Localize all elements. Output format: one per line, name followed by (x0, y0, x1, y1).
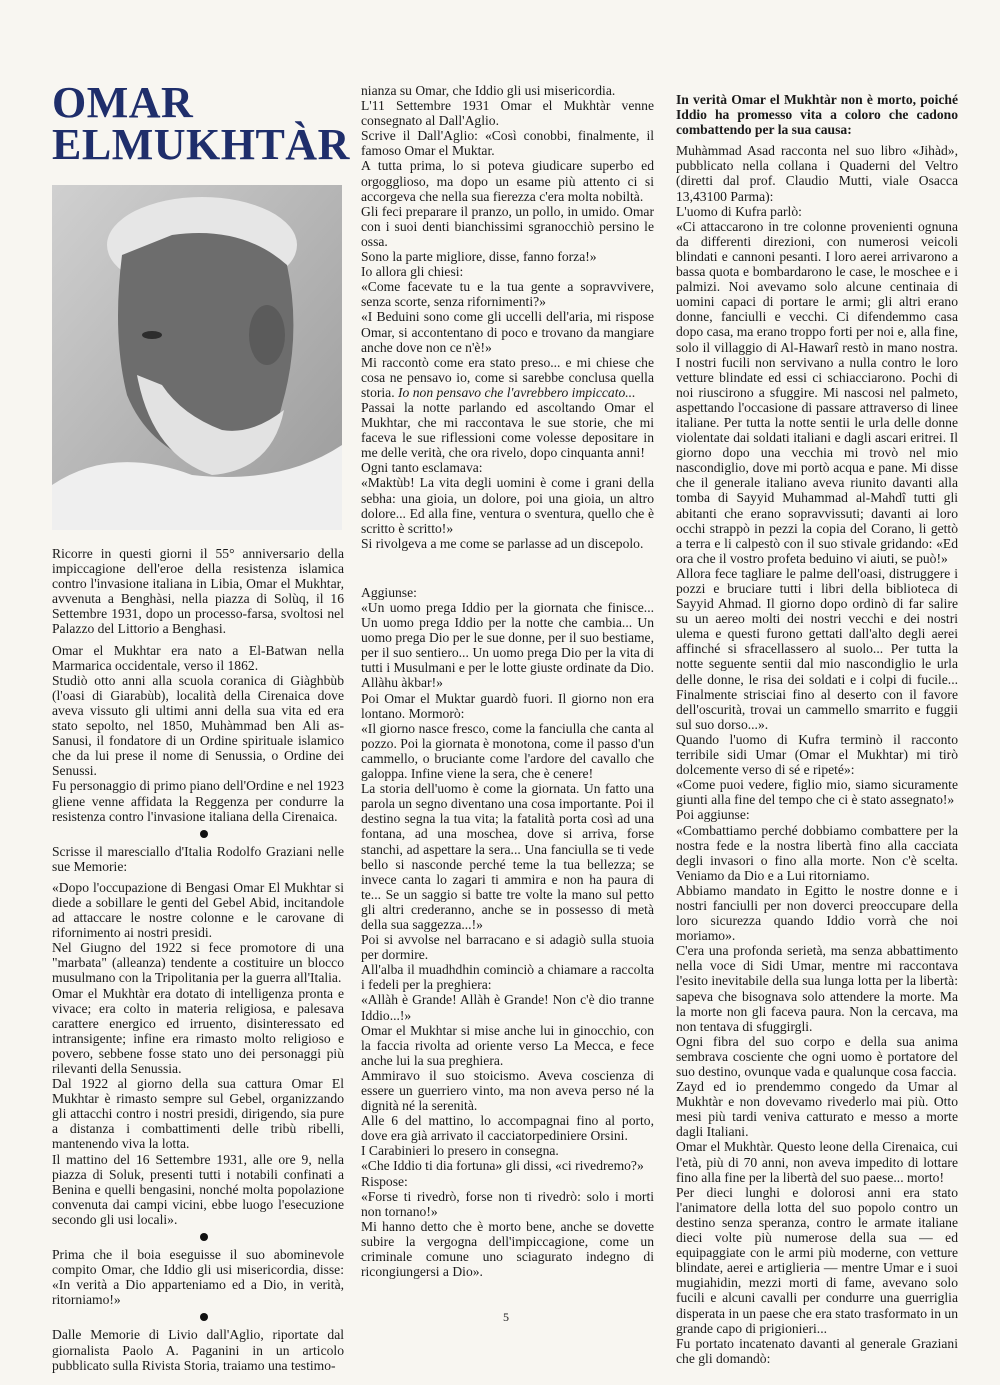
paragraph: Fu personaggio di primo piano dell'Ordine e nel 1923 gliene venne affidata la Reggenza per condurre la resistenza contro l'invasione italiana della Cirenaica. (52, 778, 344, 824)
paragraph: «Ci attaccarono in tre colonne provenienti ognuna da differenti direzioni, con numerosi veicoli blindati e cannoni pesanti. I loro aerei arrivarono a bassa quota e bombardarono le case, le moschee e i palmizi. Noi avevamo solo alcune centinaia di uomini capaci di portare le armi; gli altri erano donne, fanciulli e vecchi. Ci difendemmo casa dopo casa, ma erano troppo forti per noi e, alla fine, solo il villaggio di Al-Hawarî restò in mano nostra. I nostri fucili non servivano a nulla contro le loro vetture blindate ed essi ci schiacciarono. Pochi di noi riuscirono a sfuggire. Mi nascosi nel palmeto, aspettando l'occasione di passare attraverso di linee italiane. Per tutta la notte sentii le urla delle donne violentate dai soldati italiani e dagli ascari eritrei. Il giorno dopo una vecchia mi trovò nel mio nascondiglio, dove mi portò acqua e pane. Mi disse che il generale italiano aveva riunito davanti alla tomba di Sayyid Muhammad al-Mahdî tutti gli abitanti che erano sopravvissuti; davanti ai loro occhi strappò in pezzi la copia del Corano, li gettò a terra e li calpestò con il suo stivale gridando: «Ed ora che il vostro profeta beduino vi aiuti, se può!» (676, 218, 958, 566)
paragraph: Alle 6 del mattino, lo accompagnai fino al porto, dove era già arrivato il cacciatorpediniere Orsini. (361, 1113, 654, 1144)
paragraph: Studiò otto anni alla scuola coranica di Giàghbùb (l'oasi di Giarabùb), località della Cirenaica dove aveva vissuto gli ultimi anni della sua vita ed era stato sepolto, nel 1850, Muhàmmad ben Ali as-Sanusi, il fondatore di un Ordine spirituale islamico che da lui prese il nome di Senussia, o Ordine dei Senussi. (52, 672, 344, 779)
paragraph: C'era una profonda serietà, ma senza abbattimento nella voce di Sidi Umar, mentre mi raccontava l'esito inevitabile della sua lunga lotta per la libertà: sapeva che bisognava solo attendere la morte. Ma la morte non gli faceva paura. Non la cercava, ma non tentava di sfuggirgli. (676, 943, 958, 1034)
article-title (52, 78, 352, 169)
title-line-2: ELMUKHTÀR (52, 120, 350, 169)
italic-text: Io non pensavo che l'avrebbero impiccato... (398, 384, 636, 400)
title-line-1: OMAR (52, 78, 194, 127)
paragraph: «Combattiamo perché dobbiamo combattere per la nostra fede e la nostra libertà fino alla cacciata degli invasori o fino alla morte. Non c'è scelta. Veniamo da Dio e a Lui ritorniamo. (676, 822, 958, 883)
paragraph: Poi Omar el Muktar guardò fuori. Il giorno non era lontano. Mormorò: (361, 690, 654, 721)
paragraph: «Il giorno nasce fresco, come la fanciulla che canta al pozzo. Poi la giornata è monotona, come il passo d'un cammello, o bruciante come l'ardore del cavallo che galoppa. Infine viene la sera, che è cenere! (361, 720, 654, 782)
paragraph: «Che Iddio ti dia fortuna» gli dissi, «ci rivedremo?» (361, 1158, 644, 1174)
paragraph: Poi si avvolse nel barracano e si adagiò sulla stuoia per dormire. (361, 932, 654, 963)
portrait-photo (52, 185, 342, 530)
paragraph: Mi hanno detto che è morto bene, anche se dovette subire la vergogna dell'impiccagione, come un criminale comune uno sciagurato indegno di ricongiungersi a Dio». (361, 1218, 654, 1280)
paragraph: Si rivolgeva a me come se parlasse ad un discepolo. (361, 535, 644, 551)
paragraph: Per dieci lunghi e dolorosi anni era stato l'animatore della lotta del suo popolo contro un destino senza speranza, contro le armate italiane dieci volte più numerose della sua — ed equipaggiate con le armi più moderne, con vetture blindate, aerei e artiglieria — mentre Umar e i suoi mugiahidin, mezzi morti di fame, avevano solo fucili e alcuni cavalli per condurre una guerriglia disperata in un paese che era stato trasformato in un grande capo di prigionieri... (676, 1184, 958, 1336)
paragraph: Fu portato incatenato davanti al generale Graziani che gli domandò: (676, 1335, 958, 1366)
paragraph: All'alba il muadhdhin cominciò a chiamare a raccolta i fedeli per la preghiera: (361, 962, 654, 993)
paragraph-text: Mi raccontò come era stato preso... e mi chiese che cosa ne pensavo io, come si sarebbe conclusa quella storia. (361, 354, 654, 400)
paragraph: Muhàmmad Asad racconta nel suo libro «Jihàd», pubblicato nella collana i Quaderni del Veltro (diretti dal prof. Claudio Mutti, viale Osacca 13,43100 Parma): (676, 143, 958, 204)
paragraph: Sono la parte migliore, disse, fanno forza!» (361, 249, 597, 265)
paragraph: nianza su Omar, che Iddio gli usi misericordia. (361, 83, 616, 98)
paragraph: Omar el Mukhtar era nato a El-Batwan nella Marmarica occidentale, verso il 1862. (52, 642, 344, 673)
lead-paragraph: In verità Omar el Mukhtàr non è morto, poiché Iddio ha promesso vita a coloro che cadono combattendo per la sua causa: (676, 92, 958, 138)
paragraph: Passai la notte parlando ed ascoltando Omar el Mukhtar, che mi raccontava le sue storie, che mi faceva le sue riflessioni come volesse depositare in me delle verità, che ora rivelo, dopo cinquanta anni! (361, 399, 654, 461)
paragraph: «Allàh è Grande! Allàh è Grande! Non c'è dio tranne Iddio...!» (361, 992, 654, 1023)
column-right (676, 92, 958, 1366)
spacer (361, 557, 654, 585)
paragraph: Ogni tanto esclamava: (361, 460, 483, 476)
paragraph: Nel Giugno del 1922 si fece promotore di una "marbata" (alleanza) tendente a costituire un blocco musulmano con la Tripolitania per la guerra all'Italia. (52, 940, 344, 986)
paragraph: Dal 1922 al giorno della sua cattura Omar El Mukhtar è rimasto sempre sul Gebel, organizzando gli attacchi contro i nostri presidi, dirigendo, sia pure a distanza i combattimenti delle tribù ribelli, mantenendo viva la lotta. (52, 1076, 344, 1152)
paragraph: Ammiravo il suo stoicismo. Aveva coscienza di essere un guerriero vinto, ma non aveva perso né la dignità né la serenità. (361, 1067, 654, 1114)
paragraph: «Come puoi vedere, figlio mio, siamo sicuramente giunti alla fine del tempo che ci è stato assegnato!» (676, 777, 958, 808)
paragraph: I Carabinieri lo presero in consegna. (361, 1143, 559, 1159)
paragraph: Omar el Mukhtàr era dotato di intelligenza pronta e vivace; era colto in materia religiosa, e palesava carattere energico ed irruento, disinteressato ed intransigente; infine era rimasto molto religioso e povero, sebbene fosse stato uno dei personaggi più rilevanti della Senussia. (52, 985, 344, 1076)
paragraph: L'uomo di Kufra parlò: (676, 203, 802, 219)
paragraph: Ricorre in questi giorni il 55° anniversario della impiccagione dell'eroe della resistenza islamica contro l'invasione italiana in Libia, Omar el Mukhtar, avvenuta a Benghàsi, nella piazza di Solùq, il 16 Settembre 1931, dopo un processo-farsa, svoltosi nel Palazzo del Littorio a Benghasi. (52, 546, 344, 637)
column-left (52, 546, 344, 1379)
paragraph: «Maktùb! La vita degli uomini è come i grani della sebha: una gioia, un dolore, poi una gioia, un altro dolore... Ed alla fine, ventura o sventura, quello che è scritto è scritto!» (361, 475, 654, 536)
paragraph: «I Beduini sono come gli uccelli dell'aria, mi rispose Omar, si accontentano di poco e trovano da mangiare anche dove non ce n'è!» (361, 309, 654, 355)
paragraph: Quando l'uomo di Kufra terminò il racconto terribile sidi Umar (Omar el Mukhtar) mi tirò dolcemente verso di sé e ripeté»: (676, 731, 958, 778)
page-number: 5 (503, 1310, 509, 1324)
paragraph: La storia dell'uomo è come la giornata. Un fatto una parola un segno diventano una cosa importante. Poi il destino segna la tua vita; la fatalità porta così ad una fontana, ad una moschea, dove si arriva, forse stanchi, ad aspettare la sera... Una fanciulla se ti vede bello si nasconde perché teme la tua bellezza; se invece canta lo zagari ti ammira e non ha paura di te... Se un saggio si batte tre volte la mano sul petto gli altri crederanno, anche se in possesso di metà della sua saggezza...!» (361, 781, 654, 932)
paragraph: Poi aggiunse: (676, 807, 750, 823)
paragraph: Scrive il Dall'Aglio: «Così conobbi, finalmente, il famoso Omar el Muktar. (361, 128, 654, 159)
paragraph: Il mattino del 16 Settembre 1931, alle ore 9, nella piazza di Soluk, presenti tutti i notabili confinati a Benina e quelli bengasini, nonché molta popolazione convenuta dai campi vicini, ebbe luogo l'esecuzione secondo gli usi locali». (52, 1151, 344, 1227)
paragraph: «Forse ti rivedrò, forse non ti rivedrò: solo i morti non tornano!» (361, 1188, 654, 1219)
paragraph: L'11 Settembre 1931 Omar el Mukhtàr venne consegnato al Dall'Aglio. (361, 98, 654, 129)
paragraph: «Dopo l'occupazione di Bengasi Omar El Mukhtar si diede a sobillare le genti del Gebel Abid, incitandole ad attaccare le nostre colonne e le carovane di rifornimento ai nostri presidi. (52, 879, 344, 941)
paragraph: A tutta prima, lo si poteva giudicare superbo ed orgogglioso, ma dopo un esame più attento ci si accorgeva che nella sua fierezza c'era molta nobiltà. (361, 158, 654, 204)
paragraph: Gli feci preparare il pranzo, un pollo, in umido. Omar con i suoi denti bianchissimi sgranocchiò persino le ossa. (361, 203, 654, 249)
paragraph: Prima che il boia eseguisse il suo abominevole compito Omar, che Iddio gli usi misericordia, disse: «In verità a Dio apparteniamo ed a Dio, in verità, ritorniamo!» (52, 1247, 344, 1308)
paragraph: Scrisse il maresciallo d'Italia Rodolfo Graziani nelle sue Memorie: (52, 843, 344, 874)
paragraph: Omar el Mukhtàr. Questo leone della Cirenaica, cui l'età, più di 70 anni, non aveva impedito di lottare fino alla fine per la libertà del suo paese... morto! (676, 1139, 958, 1185)
paragraph: Zayd ed io prendemmo congedo da Umar al Mukhtàr e non dovevamo rivederlo mai più. Otto mesi più tardi veniva catturato e messo a morte dagli Italiani. (676, 1079, 958, 1140)
paragraph: Dalle Memorie di Livio dall'Aglio, riportate dal giornalista Paolo A. Paganini in un articolo pubblicato sulla Rivista Storia, traiamo una testimo- (52, 1327, 344, 1373)
section-bullet (200, 830, 208, 838)
paragraph: «Come facevate tu e la tua gente a sopravvivere, senza scorte, senza rifornimenti?» (361, 279, 654, 310)
paragraph: Rispose: (361, 1173, 408, 1189)
column-middle (361, 83, 654, 1279)
paragraph: Io allora gli chiesi: (361, 264, 464, 280)
paragraph (361, 355, 654, 400)
paragraph: Allora fece tagliare le palme dell'oasi, distruggere i pozzi e bruciare tutti i libri della biblioteca di Sayyid Ahmad. Il giorno dopo ordinò di far salire su un aereo molti dei nostri vecchi e dei nostri ulema e questi furono gettati dall'alto degli aerei affinché si sfracellassero al suolo... Per tutta la notte seguente sentii dal mio nascondiglio le urla delle donne, le risa dei soldati e i colpi di fucile... Finalmente strisciai fino al deserto con il favore dell'oscurità, trovai un cammello smarrito e fuggii sul suo dorso...». (676, 565, 958, 732)
section-bullet (200, 1313, 208, 1321)
paragraph: «Un uomo prega Iddio per la giornata che finisce... Un uomo prega Iddio per la notte che cambia... Un uomo prega Dio per le sue donne, per il suo bestiame, per il suo sentiero... Un uomo prega Dio per la vita di tutti i Musulmani e per le lotte giuste ordinate da Dio. Allàhu àkbar!» (361, 600, 654, 691)
paragraph: Aggiunse: (361, 584, 417, 600)
paragraph: Omar el Mukhtar si mise anche lui in ginocchio, con la faccia rivolta ad oriente verso La Mecca, e fece anche lui la sua preghiera. (361, 1022, 654, 1068)
paragraph: Abbiamo mandato in Egitto le nostre donne e i nostri fanciulli per non doverci preoccupare della loro sicurezza quando Iddio vorrà che noi moriamo». (676, 882, 958, 944)
section-bullet (200, 1233, 208, 1241)
paragraph: Ogni fibra del suo corpo e della sua anima sembrava cosciente che ogni uomo è portatore del suo destino, ovunque vada e qualunque cosa faccia. (676, 1033, 958, 1079)
